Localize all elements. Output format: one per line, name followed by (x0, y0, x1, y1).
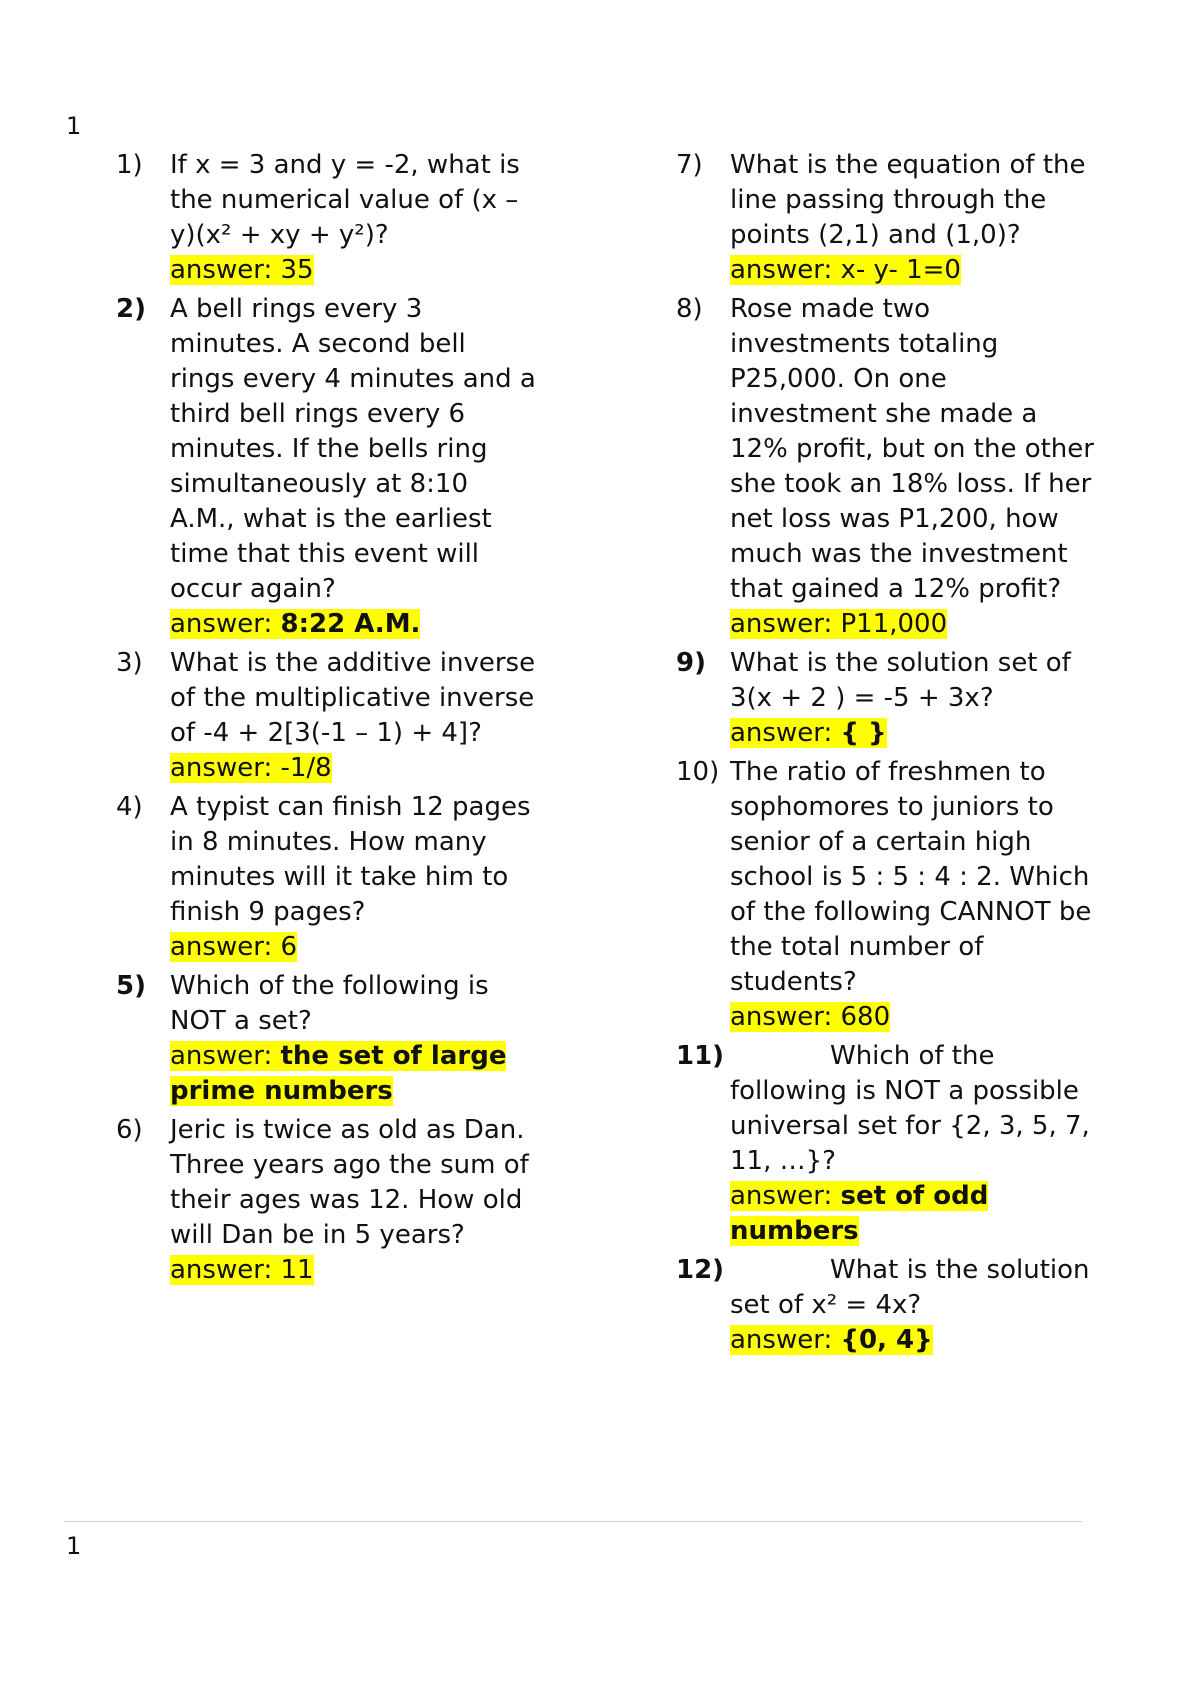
answer-label: answer: (730, 1181, 833, 1211)
answer-line (170, 930, 536, 965)
question-text: The ratio of freshmen to sophomores to juniors to senior of a certain high school is 5 : 5 : 4 : 2. Which of the following CANNOT be the total number of students? (730, 757, 1092, 997)
answer-label: answer: (730, 255, 833, 285)
answer-value: 11 (280, 1255, 314, 1285)
answer-value: 8:22 A.M. (280, 609, 421, 639)
question-number: 1) (116, 150, 143, 180)
answer-label: answer: (170, 255, 273, 285)
answer-highlight (170, 932, 297, 962)
answer-highlight (170, 753, 332, 783)
question-item (116, 969, 536, 1109)
question-number: 11) (676, 1041, 725, 1071)
question-number: 4) (116, 792, 143, 822)
answer-label: answer: (170, 1255, 273, 1285)
question-text: What is the solution set of x² = 4x? (730, 1255, 1090, 1320)
answer-highlight (730, 1325, 933, 1355)
answer-line (170, 253, 536, 288)
answer-highlight (170, 255, 314, 285)
answer-line (170, 1253, 536, 1288)
answer-highlight (170, 1255, 314, 1285)
answer-highlight (730, 718, 887, 748)
question-number: 10) (676, 757, 720, 787)
answer-value: x- y- 1=0 (840, 255, 961, 285)
question-text: A typist can finish 12 pages in 8 minutes. How many minutes will it take him to finish 9 pages? (170, 792, 531, 927)
question-number: 8) (676, 294, 703, 324)
answer-label: answer: (170, 932, 273, 962)
question-number: 2) (116, 294, 146, 324)
answer-value: 35 (280, 255, 314, 285)
question-item (116, 790, 536, 965)
question-item (676, 646, 1096, 751)
answer-value: set of odd numbers (730, 1181, 989, 1246)
answer-line (730, 1323, 1096, 1358)
answer-highlight (730, 255, 961, 285)
answer-line (730, 716, 1096, 751)
question-number: 7) (676, 150, 703, 180)
answer-value: P11,000 (840, 609, 948, 639)
question-item (116, 646, 536, 786)
answer-label: answer: (730, 718, 833, 748)
question-item (676, 292, 1096, 642)
answer-highlight (170, 1041, 506, 1106)
question-text: A bell rings every 3 minutes. A second bell rings every 4 minutes and a third bell rings every 6 minutes. If the bells ring simultaneously at 8:10 A.M., what is the earliest time that this event will occur again? (170, 294, 536, 604)
question-number: 5) (116, 971, 146, 1001)
answer-line (170, 1039, 536, 1109)
question-text: What is the additive inverse of the multiplicative inverse of -4 + 2[3(-1 – 1) + 4]? (170, 648, 536, 748)
answer-label: answer: (170, 753, 273, 783)
question-text: Rose made two investments totaling P25,000. On one investment she made a 12% profit, but on the other she took an 18% loss. If her net loss was P1,200, how much was the investment that gained a 12% profit? (730, 294, 1094, 604)
page-number-top: 1 (66, 112, 82, 140)
answer-line (730, 253, 1096, 288)
question-item (676, 1039, 1096, 1249)
answer-label: answer: (730, 609, 833, 639)
answer-highlight (730, 609, 947, 639)
right-question-column (676, 148, 1096, 1362)
answer-value: the set of large prime numbers (170, 1041, 507, 1106)
answer-value: {0, 4} (840, 1325, 933, 1355)
answer-label: answer: (730, 1002, 833, 1032)
question-item (676, 755, 1096, 1035)
answer-label: answer: (730, 1325, 833, 1355)
answer-highlight (730, 1181, 988, 1246)
answer-value: { } (840, 718, 887, 748)
question-item (116, 148, 536, 288)
question-item (116, 1113, 536, 1288)
answer-line (170, 607, 536, 642)
question-text: Which of the following is NOT a set? (170, 971, 489, 1036)
footer-divider (64, 1521, 1082, 1522)
left-question-column (116, 148, 536, 1292)
question-text: If x = 3 and y = -2, what is the numerical value of (x – y)(x² + xy + y²)? (170, 150, 520, 250)
question-number: 3) (116, 648, 143, 678)
question-number: 6) (116, 1115, 143, 1145)
question-text: Which of the following is NOT a possible universal set for {2, 3, 5, 7, 11, …}? (730, 1041, 1090, 1176)
answer-label: answer: (170, 609, 273, 639)
question-item (116, 292, 536, 642)
answer-label: answer: (170, 1041, 273, 1071)
answer-value: 680 (840, 1002, 891, 1032)
answer-highlight (730, 1002, 890, 1032)
answer-line (170, 751, 536, 786)
question-text: What is the equation of the line passing through the points (2,1) and (1,0)? (730, 150, 1086, 250)
question-text: Jeric is twice as old as Dan. Three years ago the sum of their ages was 12. How old will Dan be in 5 years? (170, 1115, 529, 1250)
answer-value: 6 (280, 932, 298, 962)
question-item (676, 148, 1096, 288)
question-number: 9) (676, 648, 706, 678)
question-item (676, 1253, 1096, 1358)
answer-value: -1/8 (280, 753, 332, 783)
answer-line (730, 607, 1096, 642)
page-number-bottom: 1 (66, 1532, 82, 1560)
question-text: What is the solution set of 3(x + 2 ) = -5 + 3x? (730, 648, 1071, 713)
answer-line (730, 1179, 1096, 1249)
answer-line (730, 1000, 1096, 1035)
answer-highlight (170, 609, 420, 639)
question-number: 12) (676, 1255, 725, 1285)
